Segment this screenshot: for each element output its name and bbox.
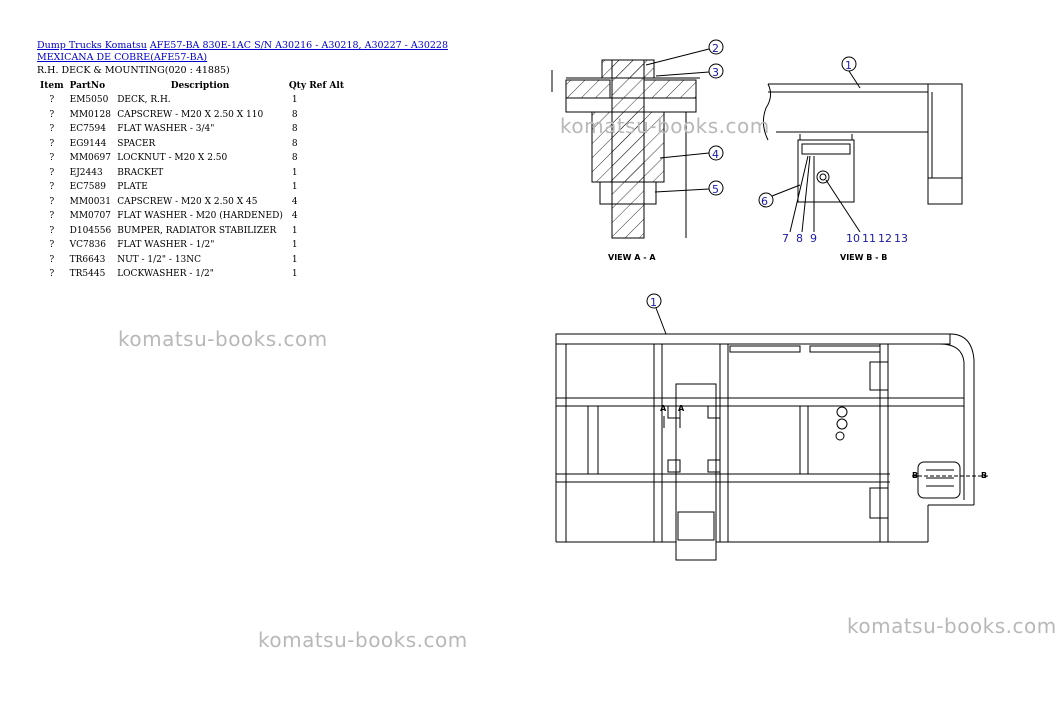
cell-partno: EG9144 [69, 138, 107, 149]
cell-item: ? [49, 124, 55, 135]
cell-description: LOCKNUT - M20 X 2.50 [117, 153, 228, 164]
deck-plan-drawing [556, 334, 988, 560]
col-header-description: Description [170, 80, 230, 91]
cell-item: ? [49, 196, 55, 207]
cell-partno: MM0697 [69, 153, 111, 164]
breadcrumb-link-dump-trucks[interactable]: Dump Trucks Komatsu [37, 40, 147, 51]
svg-text:5: 5 [712, 183, 719, 196]
watermark: komatsu-books.com [560, 114, 770, 138]
cell-partno: TR5445 [69, 269, 106, 280]
svg-text:8: 8 [796, 232, 803, 245]
cell-item: ? [49, 269, 55, 280]
watermark: komatsu-books.com [258, 628, 468, 652]
cell-item: ? [49, 225, 55, 236]
cell-partno: MM0128 [69, 109, 111, 120]
cell-description: FLAT WASHER - 1/2" [117, 240, 215, 251]
watermark: komatsu-books.com [118, 327, 328, 351]
section-a-left: A [660, 404, 667, 413]
cell-partno: EM5050 [69, 95, 109, 106]
cell-description: FLAT WASHER - 3/4" [117, 124, 215, 135]
deck-plan-callouts [647, 294, 987, 480]
cell-description: CAPSCREW - M20 X 2.50 X 45 [117, 196, 258, 207]
svg-text:2: 2 [712, 42, 719, 55]
svg-text:13: 13 [894, 232, 908, 245]
cell-description: NUT - 1/2" - 13NC [117, 254, 202, 265]
cell-partno: VC7836 [69, 240, 106, 251]
cell-item: ? [49, 211, 55, 222]
cell-description: LOCKWASHER - 1/2" [117, 269, 214, 280]
cell-partno: MM0707 [69, 211, 111, 222]
cell-qty: 8 [291, 124, 298, 135]
cell-item: ? [49, 95, 55, 106]
svg-text:3: 3 [712, 66, 719, 79]
cell-item: ? [49, 240, 55, 251]
breadcrumb-link-model[interactable]: AFE57-BA 830E-1AC S/N A30216 - A30218, A30227 - A30228 MEXICANA DE COBRE(AFE57-BA) [37, 40, 448, 63]
cell-item: ? [49, 138, 55, 149]
cell-description: BUMPER, RADIATOR STABILIZER [117, 225, 277, 236]
col-header-item: Item [40, 80, 64, 91]
cell-partno: EC7594 [69, 124, 106, 135]
svg-text:1: 1 [650, 296, 657, 309]
cell-qty: 8 [291, 153, 298, 164]
view-a-label: VIEW A - A [608, 253, 656, 262]
col-header-partno: PartNo [69, 80, 106, 91]
cell-qty: 1 [291, 167, 298, 178]
section-b-left: B [912, 471, 919, 480]
view-b-drawing [763, 84, 962, 204]
cell-qty: 4 [291, 211, 298, 222]
svg-text:12: 12 [878, 232, 892, 245]
watermark: komatsu-books.com [847, 614, 1057, 638]
cell-description: DECK, R.H. [117, 95, 171, 106]
cell-qty: 1 [291, 240, 298, 251]
svg-text:10: 10 [846, 232, 860, 245]
svg-text:4: 4 [712, 148, 719, 161]
svg-text:7: 7 [782, 232, 789, 245]
cell-description: SPACER [117, 138, 156, 149]
cell-qty: 1 [291, 269, 298, 280]
cell-partno: EJ2443 [69, 167, 103, 178]
cell-partno: EC7589 [69, 182, 106, 193]
col-header-qty: Qty Ref Alt [288, 80, 344, 91]
cell-description: FLAT WASHER - M20 (HARDENED) [117, 211, 283, 222]
cell-item: ? [49, 153, 55, 164]
section-b-right: B [981, 471, 988, 480]
cell-partno: TR6643 [69, 254, 106, 265]
cell-item: ? [49, 167, 55, 178]
cell-partno: MM0031 [69, 196, 111, 207]
cell-partno: D104556 [69, 225, 112, 236]
cell-description: BRACKET [117, 167, 164, 178]
view-b-callouts [759, 57, 908, 262]
cell-qty: 1 [291, 225, 298, 236]
cell-description: CAPSCREW - M20 X 2.50 X 110 [117, 109, 264, 120]
cell-qty: 1 [291, 254, 298, 265]
cell-qty: 8 [291, 138, 298, 149]
svg-text:11: 11 [862, 232, 876, 245]
svg-text:9: 9 [810, 232, 817, 245]
view-a-drawing [552, 60, 700, 238]
page-title: R.H. DECK & MOUNTING(020 : 41885) [37, 65, 230, 76]
cell-item: ? [49, 254, 55, 265]
cell-item: ? [49, 109, 55, 120]
cell-qty: 1 [291, 182, 298, 193]
view-b-label: VIEW B - B [840, 253, 888, 262]
svg-text:6: 6 [761, 195, 768, 208]
svg-text:1: 1 [845, 59, 852, 72]
cell-description: PLATE [117, 182, 148, 193]
cell-item: ? [49, 182, 55, 193]
cell-qty: 8 [291, 109, 298, 120]
cell-qty: 1 [291, 95, 298, 106]
section-a-right: A [678, 404, 685, 413]
cell-qty: 4 [291, 196, 298, 207]
